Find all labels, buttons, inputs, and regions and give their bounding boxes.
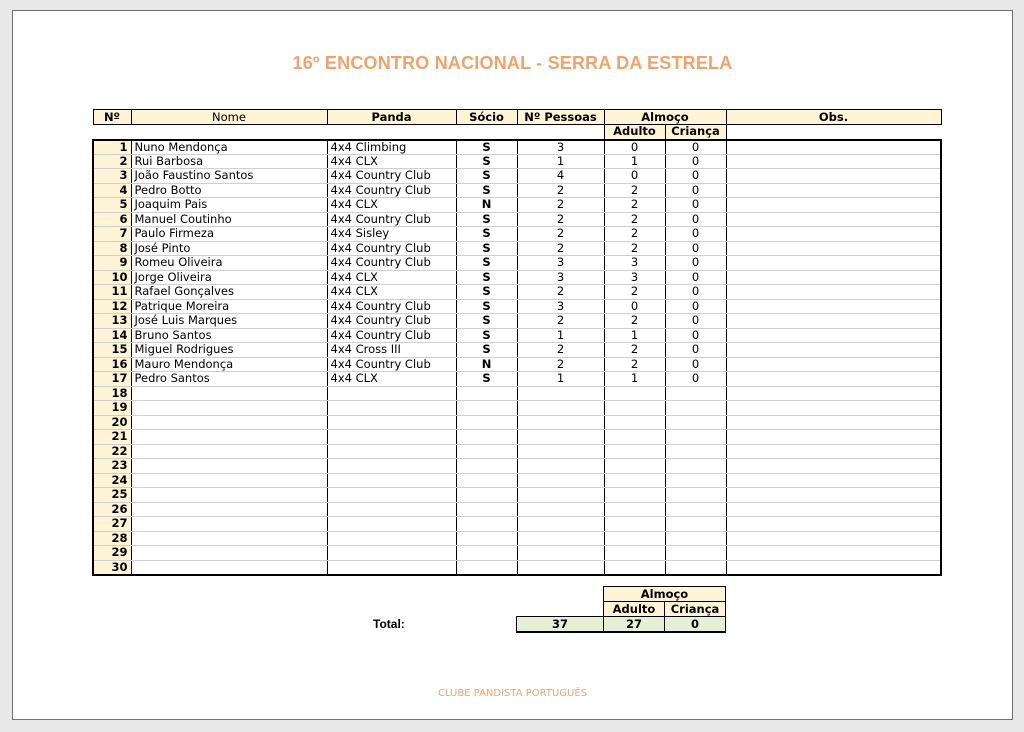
cell-nome (131, 473, 327, 488)
cell-nome (131, 531, 327, 546)
cell-adulto (604, 560, 665, 575)
cell-adulto: 1 (604, 372, 665, 387)
cell-socio: S (456, 183, 517, 198)
cell-obs (726, 212, 941, 227)
cell-adulto: 3 (604, 270, 665, 285)
header-pessoas: Nº Pessoas (517, 110, 604, 125)
cell-adulto (604, 502, 665, 517)
cell-pessoas: 3 (517, 270, 604, 285)
cell-socio (456, 444, 517, 459)
table-row (93, 386, 941, 401)
cell-socio (456, 430, 517, 445)
cell-socio: S (456, 343, 517, 358)
totals-table (516, 586, 726, 633)
participants-table (92, 109, 942, 576)
table-row (93, 372, 941, 387)
cell-num: 21 (93, 430, 131, 445)
cell-num: 16 (93, 357, 131, 372)
cell-pessoas (517, 386, 604, 401)
cell-obs (726, 531, 941, 546)
cell-num: 14 (93, 328, 131, 343)
cell-nome (131, 386, 327, 401)
cell-nome (131, 488, 327, 503)
cell-num: 18 (93, 386, 131, 401)
total-label: Total: (373, 617, 405, 631)
cell-pessoas (517, 531, 604, 546)
cell-adulto: 2 (604, 357, 665, 372)
cell-pessoas (517, 430, 604, 445)
cell-pessoas: 2 (517, 285, 604, 300)
cell-socio (456, 473, 517, 488)
header-almoco: Almoço (604, 110, 726, 125)
cell-num: 8 (93, 241, 131, 256)
cell-socio: S (456, 256, 517, 271)
cell-panda: 4x4 CLX (327, 198, 456, 213)
table-row (93, 401, 941, 416)
cell-nome (131, 444, 327, 459)
cell-adulto: 2 (604, 241, 665, 256)
table-row (93, 285, 941, 300)
cell-obs (726, 328, 941, 343)
cell-obs (726, 270, 941, 285)
cell-pessoas (517, 517, 604, 532)
cell-socio: N (456, 357, 517, 372)
table-row (93, 502, 941, 517)
cell-pessoas: 2 (517, 198, 604, 213)
cell-panda: 4x4 CLX (327, 372, 456, 387)
table-row (93, 488, 941, 503)
cell-nome (131, 546, 327, 561)
cell-crianca (665, 386, 726, 401)
cell-panda (327, 444, 456, 459)
cell-pessoas (517, 415, 604, 430)
cell-crianca: 0 (665, 314, 726, 329)
table-body (93, 140, 941, 575)
cell-nome: Miguel Rodrigues (131, 343, 327, 358)
cell-crianca (665, 444, 726, 459)
cell-obs (726, 357, 941, 372)
table-row (93, 531, 941, 546)
cell-obs (726, 198, 941, 213)
cell-obs (726, 343, 941, 358)
cell-nome: Manuel Coutinho (131, 212, 327, 227)
cell-panda (327, 401, 456, 416)
cell-panda (327, 531, 456, 546)
cell-num: 1 (93, 140, 131, 155)
cell-crianca: 0 (665, 140, 726, 155)
cell-panda: 4x4 Climbing (327, 140, 456, 155)
cell-crianca (665, 401, 726, 416)
cell-adulto: 2 (604, 198, 665, 213)
cell-obs (726, 299, 941, 314)
cell-pessoas: 2 (517, 241, 604, 256)
cell-adulto: 0 (604, 169, 665, 184)
cell-pessoas: 2 (517, 357, 604, 372)
cell-crianca (665, 546, 726, 561)
cell-socio: S (456, 328, 517, 343)
cell-nome: Nuno Mendonça (131, 140, 327, 155)
cell-nome: Paulo Firmeza (131, 227, 327, 242)
cell-adulto: 3 (604, 256, 665, 271)
totals-crianca-header: Criança (665, 602, 726, 617)
cell-num: 26 (93, 502, 131, 517)
cell-panda (327, 488, 456, 503)
cell-nome: Joaquim Pais (131, 198, 327, 213)
cell-obs (726, 314, 941, 329)
cell-nome: Rafael Gonçalves (131, 285, 327, 300)
cell-adulto: 0 (604, 299, 665, 314)
cell-num: 30 (93, 560, 131, 575)
header-socio: Sócio (456, 110, 517, 125)
cell-adulto: 2 (604, 343, 665, 358)
cell-adulto: 2 (604, 227, 665, 242)
cell-nome: Pedro Botto (131, 183, 327, 198)
cell-obs (726, 401, 941, 416)
cell-panda: 4x4 CLX (327, 270, 456, 285)
cell-crianca: 0 (665, 372, 726, 387)
cell-nome (131, 401, 327, 416)
cell-adulto (604, 444, 665, 459)
cell-obs (726, 140, 941, 155)
cell-adulto (604, 401, 665, 416)
cell-adulto (604, 473, 665, 488)
cell-socio (456, 560, 517, 575)
header-obs: Obs. (726, 110, 941, 125)
cell-obs (726, 459, 941, 474)
cell-num: 2 (93, 154, 131, 169)
cell-adulto (604, 386, 665, 401)
cell-nome (131, 430, 327, 445)
document-footer: CLUBE PANDISTA PORTUGUÊS (437, 688, 588, 699)
cell-nome: Pedro Santos (131, 372, 327, 387)
table-row (93, 270, 941, 285)
cell-crianca: 0 (665, 183, 726, 198)
cell-nome: João Faustino Santos (131, 169, 327, 184)
cell-socio: S (456, 169, 517, 184)
table-row (93, 459, 941, 474)
table-row (93, 241, 941, 256)
cell-crianca: 0 (665, 343, 726, 358)
table-row (93, 517, 941, 532)
cell-adulto (604, 488, 665, 503)
cell-crianca: 0 (665, 241, 726, 256)
header-adulto: Adulto (604, 125, 665, 140)
cell-crianca (665, 430, 726, 445)
header-num: Nº (93, 110, 131, 125)
cell-pessoas (517, 444, 604, 459)
cell-num: 17 (93, 372, 131, 387)
table-row (93, 343, 941, 358)
table-row (93, 212, 941, 227)
cell-nome: José Luis Marques (131, 314, 327, 329)
cell-adulto: 2 (604, 314, 665, 329)
cell-crianca (665, 560, 726, 575)
cell-obs (726, 372, 941, 387)
table-row (93, 140, 941, 155)
cell-pessoas: 3 (517, 256, 604, 271)
cell-pessoas: 1 (517, 328, 604, 343)
cell-pessoas: 1 (517, 154, 604, 169)
cell-num: 24 (93, 473, 131, 488)
cell-nome (131, 502, 327, 517)
table-row (93, 227, 941, 242)
cell-num: 15 (93, 343, 131, 358)
header-nome: Nome (131, 110, 327, 125)
table-row (93, 183, 941, 198)
cell-panda (327, 546, 456, 561)
cell-crianca: 0 (665, 169, 726, 184)
cell-pessoas (517, 560, 604, 575)
cell-crianca: 0 (665, 270, 726, 285)
cell-nome (131, 459, 327, 474)
cell-obs (726, 502, 941, 517)
cell-num: 29 (93, 546, 131, 561)
table-row (93, 430, 941, 445)
cell-pessoas (517, 488, 604, 503)
cell-panda: 4x4 Country Club (327, 212, 456, 227)
cell-crianca: 0 (665, 198, 726, 213)
cell-adulto: 2 (604, 285, 665, 300)
cell-panda (327, 502, 456, 517)
cell-panda: 4x4 Cross III (327, 343, 456, 358)
cell-crianca: 0 (665, 328, 726, 343)
totals-almoco-header: Almoço (604, 587, 726, 602)
cell-socio (456, 386, 517, 401)
cell-socio: S (456, 227, 517, 242)
cell-socio: S (456, 241, 517, 256)
cell-nome: Rui Barbosa (131, 154, 327, 169)
cell-crianca: 0 (665, 357, 726, 372)
cell-pessoas: 4 (517, 169, 604, 184)
total-pessoas: 37 (517, 617, 604, 633)
cell-panda: 4x4 Country Club (327, 241, 456, 256)
cell-num: 12 (93, 299, 131, 314)
cell-obs (726, 473, 941, 488)
cell-socio: S (456, 285, 517, 300)
cell-pessoas: 2 (517, 314, 604, 329)
cell-panda: 4x4 Country Club (327, 314, 456, 329)
table-row (93, 314, 941, 329)
cell-socio (456, 502, 517, 517)
table-row (93, 560, 941, 575)
cell-nome: Jorge Oliveira (131, 270, 327, 285)
cell-socio: S (456, 212, 517, 227)
cell-adulto (604, 546, 665, 561)
cell-num: 7 (93, 227, 131, 242)
cell-socio (456, 415, 517, 430)
cell-obs (726, 415, 941, 430)
total-crianca: 0 (665, 617, 726, 633)
cell-socio (456, 517, 517, 532)
cell-socio: S (456, 140, 517, 155)
cell-socio (456, 531, 517, 546)
total-adulto: 27 (604, 617, 665, 633)
cell-socio: S (456, 154, 517, 169)
cell-socio: S (456, 314, 517, 329)
cell-crianca (665, 415, 726, 430)
cell-socio: N (456, 198, 517, 213)
header-panda: Panda (327, 110, 456, 125)
cell-obs (726, 560, 941, 575)
cell-pessoas (517, 546, 604, 561)
document-title: 16º ENCONTRO NACIONAL - SERRA DA ESTRELA (292, 53, 733, 73)
cell-nome: Bruno Santos (131, 328, 327, 343)
cell-panda: 4x4 Sisley (327, 227, 456, 242)
cell-obs (726, 430, 941, 445)
cell-pessoas (517, 459, 604, 474)
cell-obs (726, 154, 941, 169)
cell-crianca: 0 (665, 227, 726, 242)
cell-panda: 4x4 Country Club (327, 299, 456, 314)
table-header-row (93, 110, 941, 125)
cell-socio: S (456, 299, 517, 314)
table-row (93, 169, 941, 184)
cell-crianca (665, 502, 726, 517)
cell-num: 23 (93, 459, 131, 474)
cell-pessoas (517, 502, 604, 517)
cell-crianca: 0 (665, 212, 726, 227)
cell-pessoas: 3 (517, 140, 604, 155)
cell-num: 11 (93, 285, 131, 300)
cell-adulto: 2 (604, 183, 665, 198)
cell-crianca (665, 473, 726, 488)
cell-crianca: 0 (665, 285, 726, 300)
cell-panda (327, 517, 456, 532)
cell-pessoas (517, 473, 604, 488)
cell-crianca (665, 531, 726, 546)
cell-panda: 4x4 CLX (327, 154, 456, 169)
table-row (93, 198, 941, 213)
cell-obs (726, 256, 941, 271)
cell-num: 13 (93, 314, 131, 329)
table-row (93, 328, 941, 343)
cell-obs (726, 227, 941, 242)
cell-pessoas: 2 (517, 183, 604, 198)
cell-panda: 4x4 Country Club (327, 256, 456, 271)
cell-pessoas: 2 (517, 212, 604, 227)
cell-adulto (604, 517, 665, 532)
header-crianca: Criança (665, 125, 726, 140)
cell-crianca (665, 459, 726, 474)
cell-panda: 4x4 Country Club (327, 183, 456, 198)
cell-socio (456, 546, 517, 561)
table-row (93, 473, 941, 488)
cell-num: 3 (93, 169, 131, 184)
cell-panda: 4x4 CLX (327, 285, 456, 300)
cell-adulto: 2 (604, 212, 665, 227)
cell-nome (131, 517, 327, 532)
cell-num: 5 (93, 198, 131, 213)
cell-num: 27 (93, 517, 131, 532)
cell-crianca (665, 488, 726, 503)
cell-obs (726, 444, 941, 459)
cell-obs (726, 183, 941, 198)
cell-panda: 4x4 Country Club (327, 169, 456, 184)
table-row (93, 299, 941, 314)
cell-pessoas: 3 (517, 299, 604, 314)
table-row (93, 546, 941, 561)
cell-crianca: 0 (665, 299, 726, 314)
cell-nome: Romeu Oliveira (131, 256, 327, 271)
cell-adulto: 1 (604, 328, 665, 343)
cell-num: 28 (93, 531, 131, 546)
cell-panda (327, 459, 456, 474)
cell-panda (327, 386, 456, 401)
cell-num: 25 (93, 488, 131, 503)
cell-pessoas (517, 401, 604, 416)
cell-nome: Patrique Moreira (131, 299, 327, 314)
cell-panda (327, 430, 456, 445)
cell-socio: S (456, 270, 517, 285)
cell-adulto: 0 (604, 140, 665, 155)
cell-pessoas: 2 (517, 343, 604, 358)
cell-obs (726, 285, 941, 300)
cell-pessoas: 2 (517, 227, 604, 242)
cell-obs (726, 169, 941, 184)
cell-panda: 4x4 Country Club (327, 328, 456, 343)
totals-adulto-header: Adulto (604, 602, 665, 617)
cell-crianca (665, 517, 726, 532)
cell-panda: 4x4 Country Club (327, 357, 456, 372)
cell-adulto (604, 531, 665, 546)
cell-panda (327, 473, 456, 488)
cell-socio (456, 488, 517, 503)
cell-panda (327, 560, 456, 575)
cell-obs (726, 241, 941, 256)
cell-crianca: 0 (665, 256, 726, 271)
cell-obs (726, 386, 941, 401)
cell-obs (726, 488, 941, 503)
cell-adulto (604, 459, 665, 474)
cell-crianca: 0 (665, 154, 726, 169)
cell-adulto (604, 430, 665, 445)
table-row (93, 256, 941, 271)
cell-num: 9 (93, 256, 131, 271)
cell-adulto: 1 (604, 154, 665, 169)
table-row (93, 415, 941, 430)
cell-nome (131, 415, 327, 430)
cell-adulto (604, 415, 665, 430)
cell-socio: S (456, 372, 517, 387)
cell-num: 10 (93, 270, 131, 285)
cell-num: 4 (93, 183, 131, 198)
document-page (12, 10, 1013, 720)
cell-obs (726, 517, 941, 532)
cell-num: 6 (93, 212, 131, 227)
table-row (93, 444, 941, 459)
cell-nome (131, 560, 327, 575)
table-row (93, 154, 941, 169)
cell-nome: Mauro Mendonça (131, 357, 327, 372)
cell-pessoas: 1 (517, 372, 604, 387)
cell-num: 20 (93, 415, 131, 430)
cell-socio (456, 401, 517, 416)
cell-panda (327, 415, 456, 430)
cell-num: 22 (93, 444, 131, 459)
table-row (93, 357, 941, 372)
cell-num: 19 (93, 401, 131, 416)
cell-nome: José Pinto (131, 241, 327, 256)
table-subheader-row (93, 125, 941, 140)
cell-socio (456, 459, 517, 474)
cell-obs (726, 546, 941, 561)
